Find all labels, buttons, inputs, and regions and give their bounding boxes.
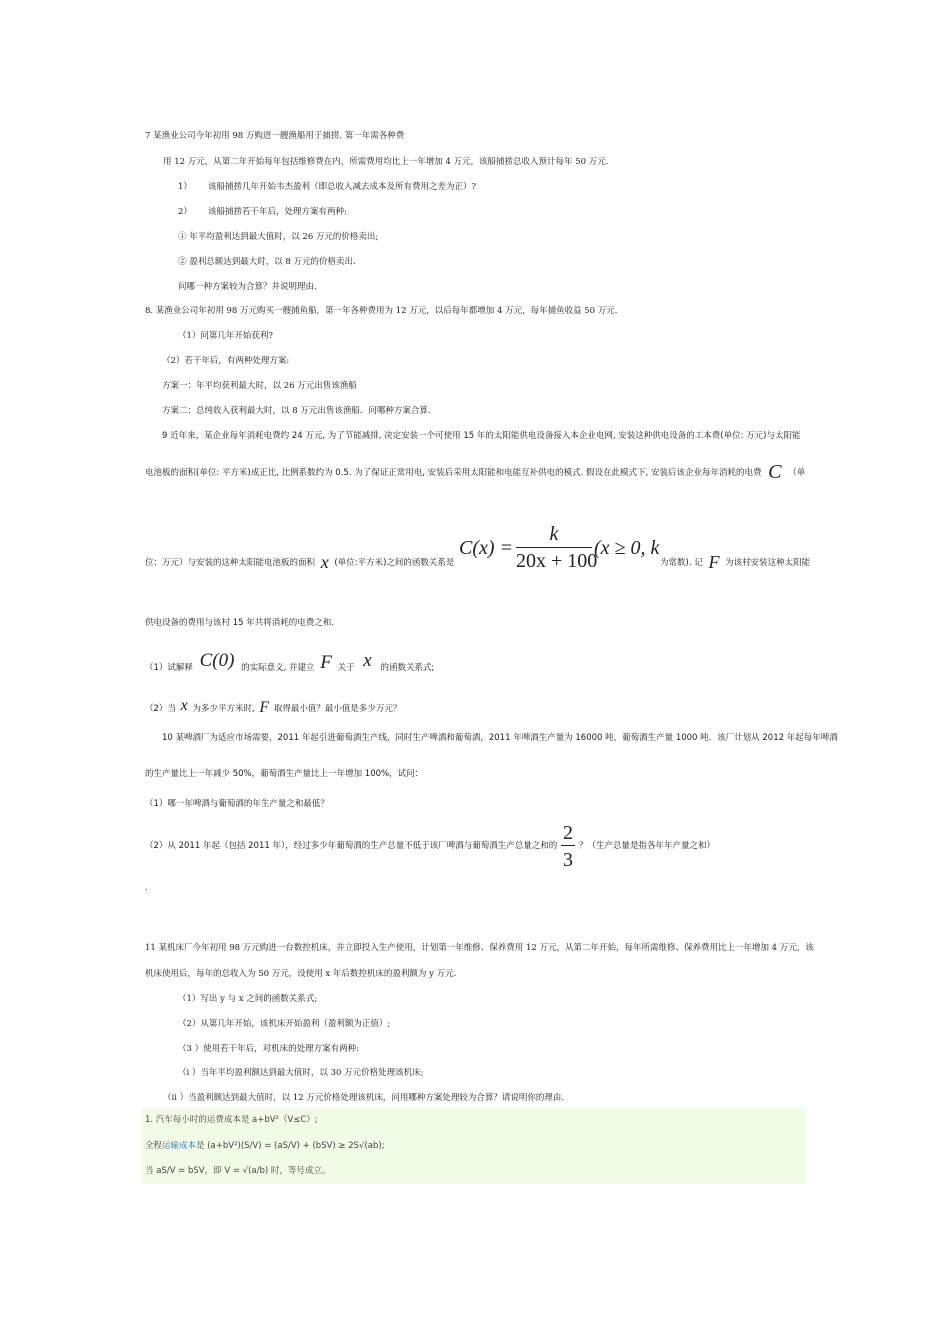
p9-line-1: 9 近年来，某企业每年消耗电费约 24 万元, 为了节能减排, 决定安装一个可使用 15 年的太阳能供电设备接入本企业电网, 安装这种供电设备的工本费(单位: 万元)与太阳能 xyxy=(162,431,801,441)
var-x: x xyxy=(320,552,329,572)
p9-line-3b: 为常数). 记 F 为该村安装这种太阳能 xyxy=(660,552,811,572)
p7-q1-number: 1） xyxy=(178,182,192,192)
p9-q1: （1）试解释 C(0) 的实际意义, 并建立 F 关于 x 的函数关系式; xyxy=(145,650,435,673)
p10-line-2: 的生产量比上一年减少 50%，葡萄酒生产量比上一年增加 100%，试问： xyxy=(145,769,424,779)
p9-line-4: 供电设备的费用与该村 15 年共将消耗的电费之和. xyxy=(145,618,334,628)
p10-dot: . xyxy=(145,883,148,893)
var-x: x xyxy=(363,650,372,671)
p11-qii: （ii ）当盈利额达到最大值时，以 12 万元价格处理该机床，问用哪种方案处理较为合算？请说明你的理由. xyxy=(163,1093,565,1103)
answer-line-2: 全程运输成本是 (a+bV²)(S/V) = (aS/V) + (bSV) ≥ 2S√(ab); xyxy=(145,1141,385,1151)
p8-q2: （2）若干年后，有两种处理方案: xyxy=(162,356,290,366)
var-F: F xyxy=(259,699,270,716)
transport-cost-link[interactable]: 运输成本 xyxy=(162,1141,197,1151)
p7-q2-text: 该船捕捞若干年后，处理方案有两种: xyxy=(208,207,347,217)
p11-line-2: 机床使用后，每年的总收入为 50 万元，设使用 x 年后数控机床的盈利额为 y 万元. xyxy=(145,969,457,979)
var-x: x xyxy=(180,697,188,714)
p7-q2-number: 2） xyxy=(178,207,192,217)
p8-line-1: 8. 某渔业公司年初用 98 万元购买一艘捕鱼船，第一年各种费用为 12 万元，以后每年都增加 4 万元，每年捕鱼收益 50 万元. xyxy=(145,306,618,316)
p7-line-1: 7 某渔业公司今年初用 98 万购进一艘渔船用于捕捞. 第一年需各种费 xyxy=(145,131,405,141)
p11-q1: （1）写出 y 与 x 之间的函数关系式; xyxy=(178,994,318,1004)
p7-line-2: 用 12 万元，从第二年开始每年包括维修费在内，所需费用均比上一年增加 4 万元，该船捕捞总收入预计每年 50 万元. xyxy=(163,157,609,167)
p10-q2b: ？（生产总量是指各年年产量之和） xyxy=(579,841,716,851)
p10-q1: （1）哪一年啤酒与葡萄酒的年生产量之和最低？ xyxy=(145,799,329,809)
p7-ask: 问哪一种方案较为合算？并说明理由. xyxy=(178,282,317,292)
p10-fraction-bar xyxy=(561,845,575,846)
p11-q3: （3 ）使用若干年后，对机床的处理方案有两种: xyxy=(178,1044,359,1054)
formula-fraction-bar xyxy=(516,547,592,548)
p8-scheme-2: 方案二：总纯收入获利最大时，以 8 万元出售该渔船．问哪种方案合算. xyxy=(162,406,431,416)
p9-q2: （2）当 x 为多少平方米时, F 取得最小值？最小值是多少万元？ xyxy=(145,697,402,716)
formula-lhs: C(x) = xyxy=(459,537,514,559)
p10-line-1: 10 某啤酒厂为适应市场需要，2011 年起引进葡萄酒生产线，同时生产啤酒和葡萄酒，2011 年啤酒生产量为 16000 吨，葡萄酒生产量 1000 吨．该厂计划从 2012 年起每年啤酒 xyxy=(162,733,838,743)
formula-denominator: 20x + 100 xyxy=(516,550,598,572)
formula-tail: (x ≥ 0, k xyxy=(594,537,660,559)
p7-option-2: ② 盈利总额达到最大时，以 8 万元的价格卖出. xyxy=(178,257,356,267)
p11-qi: （i ）当年平均盈利额达到最大值时，以 30 万元价格处理该机床; xyxy=(178,1068,424,1078)
answer-line-3: 当 aS/V = bSV，即 V = √(a/b) 时，等号成立。 xyxy=(145,1166,331,1176)
answer-line-1: 1. 汽车每小时的运费成本是 a+bV²（V≤C）; xyxy=(145,1115,318,1125)
p10-fraction-numerator: 2 xyxy=(563,822,573,844)
p8-scheme-1: 方案一：年平均获利最大时，以 26 万元出售该渔船 xyxy=(162,381,357,391)
p7-option-1: ① 年平均盈利达到最大值时，以 26 万元的价格卖出; xyxy=(178,232,379,242)
formula-numerator: k xyxy=(549,523,559,545)
p9-line-3a: 位：万元）与安装的这种太阳能电池板的面积 x (单位:平方米)之间的函数关系是 xyxy=(145,552,455,572)
var-C0: C(0) xyxy=(199,650,235,671)
var-F: F xyxy=(708,552,720,572)
p7-q1-text: 该船捕捞几年开始韦杰盈利（即总收入减去成本及所有费用之差为正）? xyxy=(208,182,477,192)
var-C: C xyxy=(768,461,782,483)
p11-q2: （2）从第几年开始，该机床开始盈利（盈利额为正值）; xyxy=(178,1019,391,1029)
p9-line-2: 电池板的面积(单位: 平方米)成正比, 比例系数约为 0.5. 为了保证正常用电, 安装后采用太阳能和电能互补供电的模式. 假设在此模式下, 安装后该企业每年消耗的电费 C （单 xyxy=(145,461,806,483)
var-F: F xyxy=(320,652,332,673)
p11-line-1: 11 某机床厂今年初用 98 万元购进一台数控机床，并立即投入生产使用，计划第一年维修、保养费用 12 万元，从第二年开始，每年所需维修、保养费用比上一年增加 4 万元，该 xyxy=(145,943,814,953)
p10-fraction-denominator: 3 xyxy=(563,849,573,871)
p10-q2a: （2）从 2011 年起（包括 2011 年），经过多少年葡萄酒的生产总量不低于该厂啤酒与葡萄酒生产总量之和的 xyxy=(145,841,558,851)
p8-q1: （1）问第几年开始获利? xyxy=(178,331,273,341)
